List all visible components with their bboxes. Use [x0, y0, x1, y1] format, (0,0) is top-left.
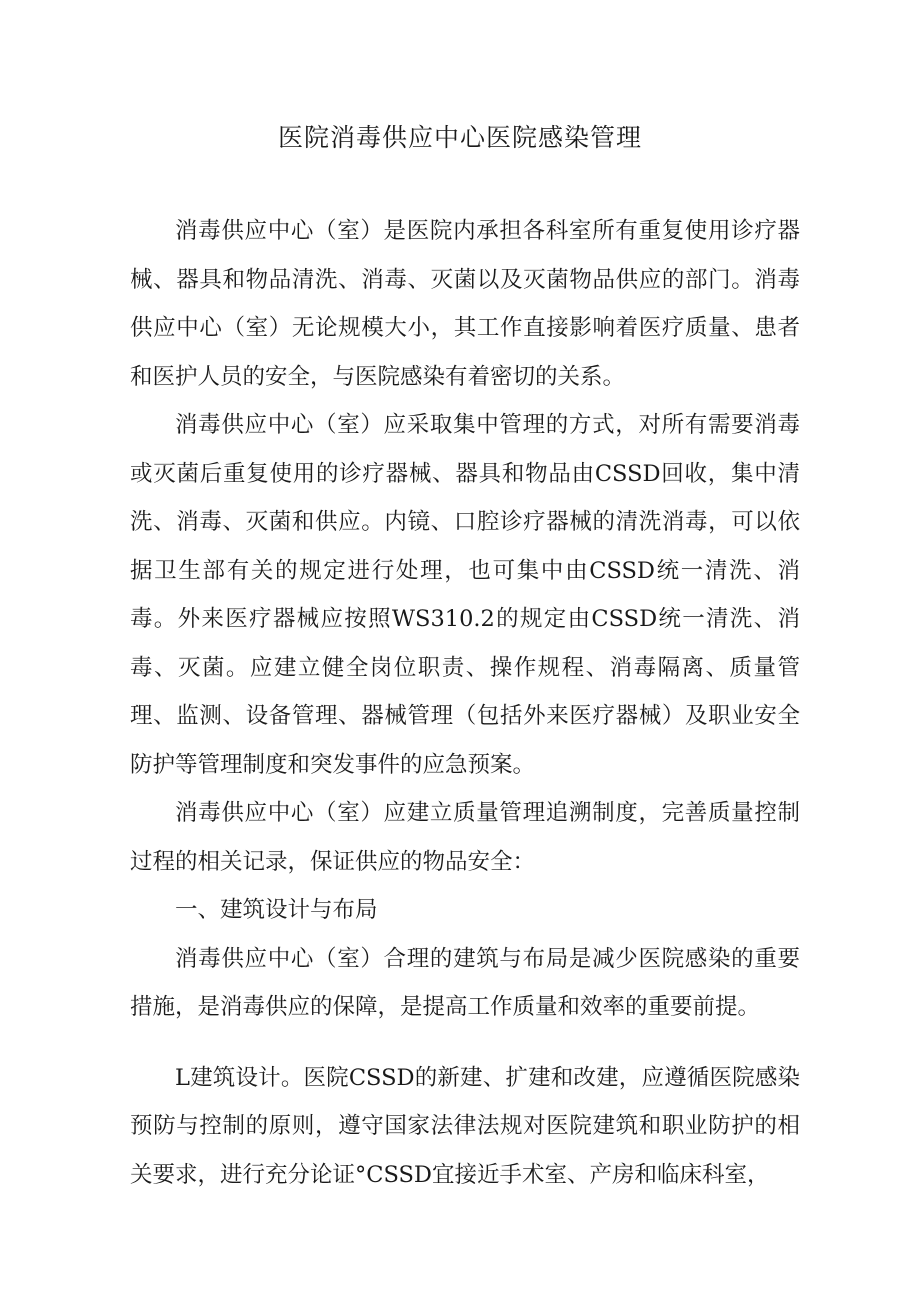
paragraph-layout-importance: 消毒供应中心（室）合理的建筑与布局是减少医院感染的重要措施，是消毒供应的保障，是提高工作质量和效率的重要前提。 — [130, 945, 800, 1020]
document-title: 医院消毒供应中心医院感染管理 — [277, 123, 642, 152]
section-heading-building-design: 一、建筑设计与布局 — [175, 897, 378, 923]
paragraph-quality-tracing: 消毒供应中心（室）应建立质量管理追溯制度，完善质量控制过程的相关记录，保证供应的物品安全： — [130, 800, 800, 875]
paragraph-building-design: L建筑设计。医院CSSD的新建、扩建和改建，应遵循医院感染预防与控制的原则，遵守国家法律法规对医院建筑和职业防护的相关要求，进行充分论证°CSSD宜接近手术室、产房和临床科室， — [130, 1064, 800, 1188]
document-body — [130, 207, 800, 1199]
paragraph-centralized-management: 消毒供应中心（室）应采取集中管理的方式，对所有需要消毒或灭菌后重复使用的诊疗器械、器具和物品由CSSD回收，集中清洗、消毒、灭菌和供应。内镜、口腔诊疗器械的清洗消毒，可以依据卫生部有关的规定进行处理，也可集中由CSSD统一清洗、消毒。外来医疗器械应按照WS310.2的规定由CSSD统一清洗、消毒、灭菌。应建立健全岗位职责、操作规程、消毒隔离、质量管理、监测、设备管理、器械管理（包括外来医疗器械）及职业安全防护等管理制度和突发事件的应急预案。 — [130, 412, 800, 778]
paragraph-intro: 消毒供应中心（室）是医院内承担各科室所有重复使用诊疗器械、器具和物品清洗、消毒、灭菌以及灭菌物品供应的部门。消毒供应中心（室）无论规模大小，其工作直接影响着医疗质量、患者和医护人员的安全，与医院感染有着密切的关系。 — [130, 218, 800, 390]
